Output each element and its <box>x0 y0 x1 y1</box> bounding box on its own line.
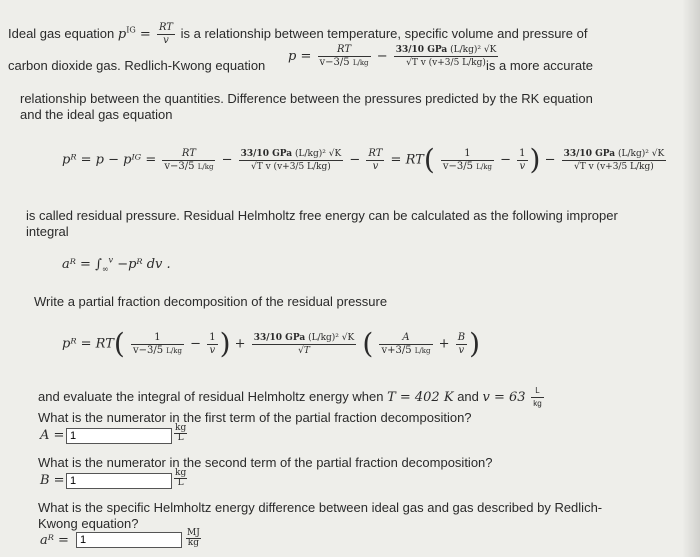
partial-text: Write a partial fraction decomposition of the residual pressure <box>34 294 388 309</box>
answer-ar-unit: MJ kg <box>187 528 200 548</box>
intro-line-4: and the ideal gas equation <box>20 107 173 122</box>
rk-frac2-den: √T v (v+3/5 L/kg) <box>406 58 486 68</box>
photo-edge-shadow <box>682 0 700 557</box>
evaluate-line <box>38 385 546 410</box>
frac-num: RT <box>158 22 173 33</box>
ideal-gas-equation: $p^{IG}$ = $\frac{RT}{v}$ <box>117 22 173 46</box>
question-3-line-1: What is the specific Helmholtz energy difference between ideal gas and gas described by Redlich- <box>38 500 603 515</box>
question-3-line-2: Kwong equation? <box>38 516 139 531</box>
answer-b-unit: kg L <box>175 468 187 488</box>
rk-frac2-num: 33/10 GPa (L/kg)² √K <box>395 45 497 55</box>
partial-fraction-equation: pᴿ = RT( $\frac{1}{v-3/5 L/kg}$ − $\frac{1}{v}$ ) + $\frac{\text{33/10 GPa (L/kg)² √K}}{√T}$ ( $\frac{A}{v+3/5 L/kg}$ + $\frac{B}{v}$ ) <box>62 327 480 360</box>
intro-line-3: relationship between the quantities. Difference between the pressures predicted by the RK equation <box>20 91 593 106</box>
res-frac2-num: 33/10 GPa (L/kg)² √K <box>240 148 342 159</box>
volume-unit: $\frac{L}{kg}$ <box>533 386 542 408</box>
answer-ar-input[interactable] <box>76 532 182 548</box>
pf-A: A <box>379 332 432 345</box>
rk-frac-den: v−3/5 L/kg <box>319 57 369 68</box>
residual-text-2: integral <box>26 224 69 239</box>
answer-a-unit: kg L <box>175 423 187 443</box>
intro-text-accurate: is a more accurate <box>486 58 593 73</box>
question-2: What is the numerator in the second term of the partial fraction decomposition? <box>38 455 493 470</box>
helmholtz-integral: aᴿ = $\int_\infty^v$ −pᴿ dv . <box>62 256 171 274</box>
rk-frac-num: RT <box>318 44 371 57</box>
temperature-value: T = 402 K <box>387 389 454 405</box>
res-frac3-num: RT <box>368 147 383 159</box>
rk-equation: p = $\frac{RT}{v-3/5 L/kg}$ − $\frac{\text{33/10 GPa (L/kg)² √K}}{\text{√T v (v+3/5 L/kg)}}$ <box>288 44 497 68</box>
evaluate-and: and <box>457 388 479 404</box>
intro-text-relationship: is a relationship between temperature, specific volume and pressure of <box>180 26 588 41</box>
residual-text-1: is called residual pressure. Residual Helmholtz free energy can be calculated as the following improper <box>26 208 618 223</box>
intro-text-ideal: Ideal gas equation <box>8 26 115 41</box>
pf-B: B <box>457 331 466 343</box>
answer-b-label: B = <box>40 473 65 488</box>
answer-a-label: A = <box>40 428 65 443</box>
answer-b-input[interactable] <box>66 473 172 489</box>
res-frac3-den: v <box>372 160 379 172</box>
res-frac1-den: v−3/5 L/kg <box>164 160 214 172</box>
intro-line-2 <box>8 58 265 74</box>
res-frac1-num: RT <box>162 148 215 161</box>
answer-a-input[interactable] <box>66 428 172 444</box>
volume-value: v = 63 <box>482 389 526 405</box>
intro-text-rk: carbon dioxide gas. Redlich-Kwong equation <box>8 58 266 73</box>
residual-pressure-equation: pᴿ = p − pᴵᴳ = $\frac{RT}{v-3/5 L/kg}$ − $\frac{\text{33/10 GPa (L/kg)² √K}}{\text{√T v (v+3/5 L/kg)}}$ − $\frac{RT}{v}$ = RT( $\frac{1}{v-3/5 L/kg}$ − $\frac{1}{v}$ ) − $\frac{\text{33/10 GPa (L/kg)² √K}}{\text{√T v (v+3/5 L/kg)}}$ <box>62 143 665 176</box>
res-frac2-den: √T v (v+3/5 L/kg) <box>251 161 331 172</box>
question-1: What is the numerator in the first term of the partial fraction decomposition? <box>38 410 472 425</box>
evaluate-text: and evaluate the integral of residual Helmholtz energy when <box>38 388 384 404</box>
answer-ar-label: aᴿ = <box>40 533 69 548</box>
frac-den: v <box>163 35 169 46</box>
